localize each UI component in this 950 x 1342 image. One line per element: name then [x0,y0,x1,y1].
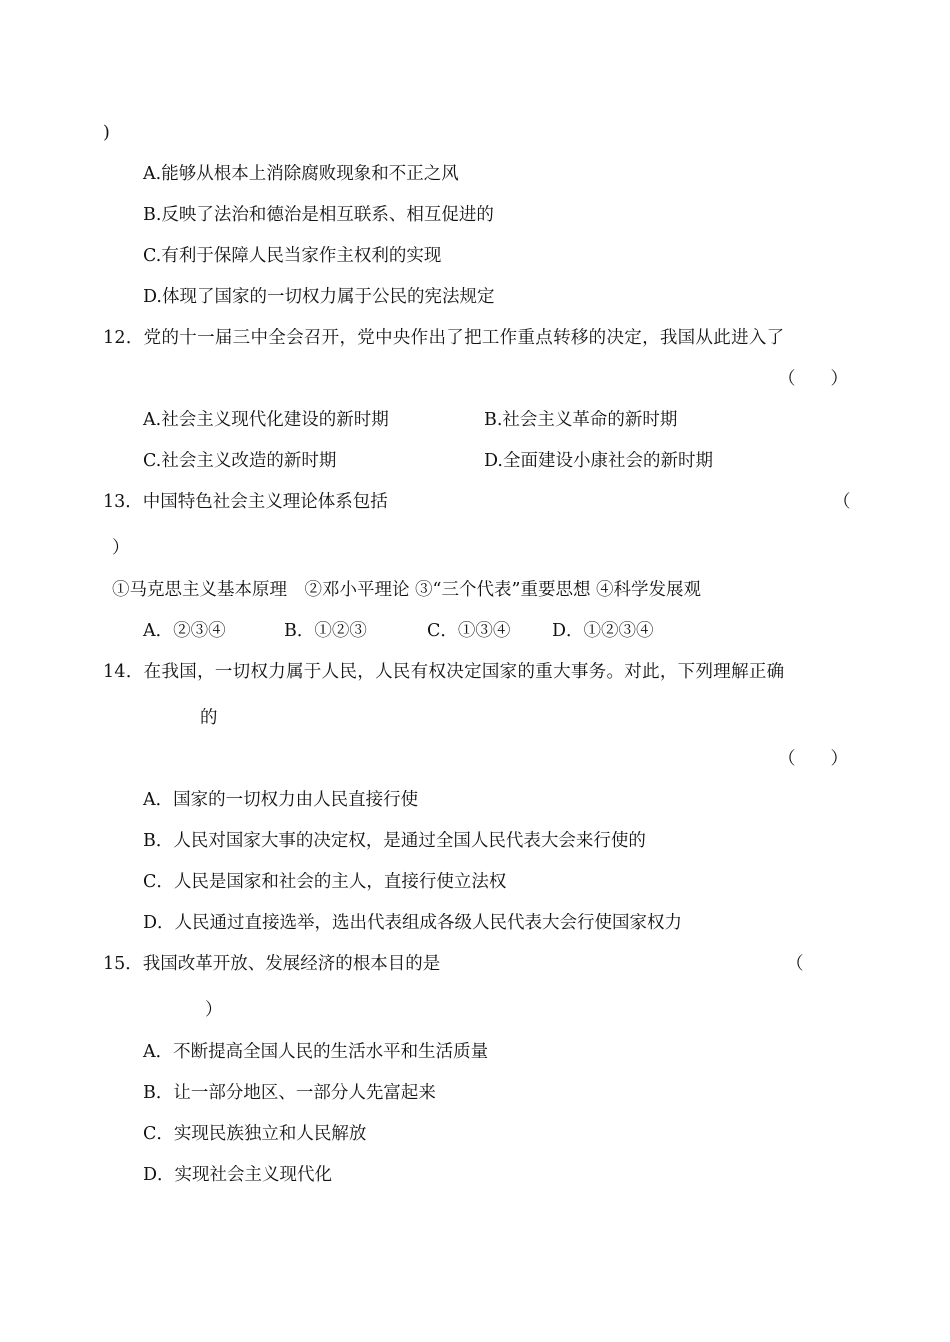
q15-option-a: A．不断提高全国人民的生活水平和生活质量 [143,1042,489,1062]
q11-option-c: C.有利于保障人民当家作主权利的实现 [143,246,442,266]
q13-option-d: D．①②③④ [552,621,654,641]
q12-option-b: B.社会主义革命的新时期 [484,410,678,430]
q13-option-c: C．①③④ [427,621,511,641]
q15-option-d: D．实现社会主义现代化 [143,1165,333,1185]
q13-stem: 13．中国特色社会主义理论体系包括 [103,492,388,512]
q15-stem: 15．我国改革开放、发展经济的根本目的是 [103,954,441,974]
q12-option-c: C.社会主义改造的新时期 [143,451,337,471]
q15-paren-close: ） [205,1000,223,1020]
q11-option-b: B.反映了法治和德治是相互联系、相互促进的 [143,205,494,225]
q13-option-b: B．①②③ [284,621,367,641]
q12-option-d: D.全面建设小康社会的新时期 [484,451,713,471]
q14-answer-paren: （ ） [778,749,848,769]
q11-paren-close: ) [103,123,110,143]
q15-paren-open: （ [786,954,804,974]
q11-option-d: D.体现了国家的一切权力属于公民的宪法规定 [143,287,495,307]
q14-option-c: C．人民是国家和社会的主人，直接行使立法权 [143,872,507,892]
q13-option-a: A．②③④ [143,621,226,641]
q14-option-d: D．人民通过直接选举，选出代表组成各级人民代表大会行使国家权力 [143,913,683,933]
q12-answer-paren: （ ） [778,369,848,389]
q11-option-a: A.能够从根本上消除腐败现象和不正之风 [143,164,459,184]
q12-stem: 12．党的十一届三中全会召开，党中央作出了把工作重点转移的决定，我国从此进入了 [103,328,785,348]
q14-stem-continuation: 的 [200,708,218,728]
q13-paren-close: ） [112,538,130,558]
q13-paren-open: （ [833,492,851,512]
q12-option-a: A.社会主义现代化建设的新时期 [143,410,389,430]
q13-items: ①马克思主义基本原理 ②邓小平理论 ③“三个代表”重要思想 ④科学发展观 [112,580,702,600]
q15-option-c: C．实现民族独立和人民解放 [143,1124,367,1144]
q14-option-a: A．国家的一切权力由人民直接行使 [143,790,419,810]
q15-option-b: B．让一部分地区、一部分人先富起来 [143,1083,436,1103]
q14-option-b: B．人民对国家大事的决定权，是通过全国人民代表大会来行使的 [143,831,646,851]
q14-stem: 14．在我国，一切权力属于人民，人民有权决定国家的重大事务。对此，下列理解正确 [103,662,785,682]
